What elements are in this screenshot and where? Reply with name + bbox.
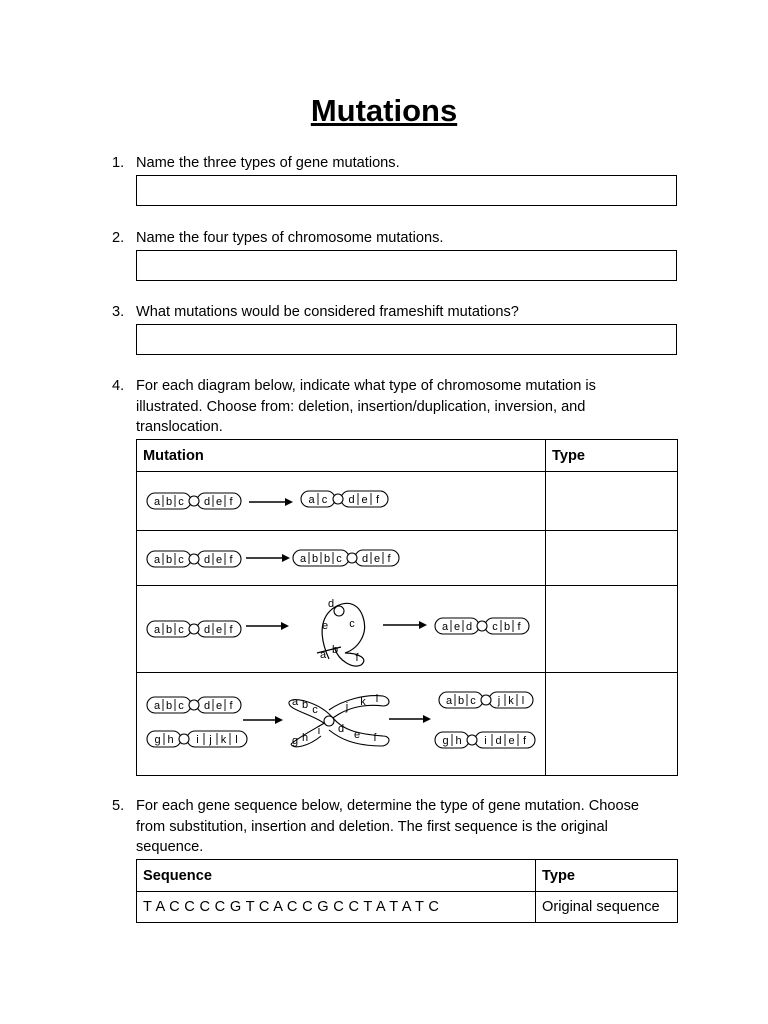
- gene-label: b: [165, 554, 173, 566]
- gene-label: k: [508, 695, 514, 707]
- gene-label: f: [375, 494, 380, 506]
- gene-label: f: [229, 554, 233, 566]
- gene-label: d: [348, 494, 355, 506]
- chromosome-after-top: [439, 692, 533, 708]
- gene-label: b: [165, 700, 173, 712]
- gene-label: c: [178, 554, 184, 566]
- gene-label: f: [229, 496, 233, 508]
- gene-label: h: [455, 735, 462, 747]
- page-title: Mutations: [310, 93, 458, 128]
- gene-label: c: [178, 700, 184, 712]
- gene-label: a: [319, 649, 327, 661]
- chromosome-after: [293, 550, 399, 566]
- gene-sequence-table: [136, 859, 678, 923]
- gene-label: e: [321, 620, 329, 632]
- gene-label: l: [521, 695, 525, 707]
- chromosome-after-bottom: [435, 732, 535, 748]
- header-seq-type: Type: [536, 860, 678, 892]
- chromosome-mutation-table: [136, 439, 678, 776]
- gene-label: h: [301, 732, 309, 744]
- question-5-number: 5.: [112, 798, 125, 814]
- gene-label: d: [203, 700, 211, 712]
- chromosome-before: [147, 621, 241, 637]
- duplication-diagram: [143, 533, 543, 583]
- diagram-cell-deletion: [137, 472, 546, 531]
- question-2-number: 2.: [112, 230, 125, 246]
- gene-label: d: [465, 621, 473, 633]
- gene-label: b: [503, 621, 511, 633]
- type-answer-1[interactable]: [546, 472, 678, 531]
- gene-label: j: [345, 701, 349, 713]
- gene-label: e: [508, 735, 515, 747]
- gene-label: c: [336, 553, 342, 565]
- gene-label: f: [387, 553, 391, 565]
- gene-label: a: [153, 624, 161, 636]
- gene-label: l: [375, 693, 379, 705]
- header-sequence: Sequence: [137, 860, 536, 892]
- gene-label: c: [312, 704, 318, 716]
- gene-label: b: [301, 699, 309, 711]
- gene-label: c: [178, 624, 184, 636]
- gene-label: e: [453, 621, 461, 633]
- gene-label: c: [321, 494, 328, 506]
- gene-label: b: [165, 496, 173, 508]
- inversion-loop: [317, 598, 365, 666]
- gene-label: e: [353, 729, 361, 741]
- gene-label: d: [361, 553, 369, 565]
- gene-label: h: [167, 734, 174, 746]
- gene-label: e: [361, 494, 368, 506]
- gene-label: d: [327, 598, 335, 610]
- gene-label: d: [495, 735, 502, 747]
- gene-label: b: [165, 624, 173, 636]
- diagram-cell-translocation: [137, 673, 546, 776]
- gene-label: c: [470, 695, 476, 707]
- gene-label: a: [445, 695, 453, 707]
- diagram-cell-inversion: [137, 586, 546, 673]
- gene-label: g: [154, 734, 161, 746]
- gene-label: i: [317, 725, 321, 737]
- gene-label: a: [153, 554, 161, 566]
- gene-label: g: [291, 735, 299, 747]
- gene-label: e: [215, 496, 223, 508]
- gene-label: b: [457, 695, 465, 707]
- arrow-icon: [246, 554, 290, 562]
- question-5-text: For each gene sequence below, determine the type of gene mutation. Choose from substitution, insertion and deletion. The first sequence is the original sequence.: [136, 798, 640, 855]
- gene-label: f: [229, 700, 233, 712]
- header-mutation: Mutation: [137, 440, 546, 472]
- gene-label: a: [308, 494, 315, 506]
- chromosome-after: [435, 618, 529, 634]
- sequence-cell: T A C C C C G T C A C C G C C T A T A T C: [137, 892, 536, 923]
- gene-label: f: [517, 621, 521, 633]
- answer-box-3[interactable]: [136, 324, 677, 355]
- type-answer-2[interactable]: [546, 531, 678, 586]
- gene-label: b: [331, 644, 339, 656]
- gene-label: c: [349, 618, 355, 630]
- gene-label: a: [153, 496, 161, 508]
- chromosome-before-top: [147, 697, 241, 713]
- deletion-diagram: [143, 476, 543, 526]
- question-4-number: 4.: [112, 378, 125, 394]
- gene-label: d: [203, 496, 211, 508]
- gene-label: d: [203, 554, 211, 566]
- gene-label: a: [291, 696, 299, 708]
- answer-box-1[interactable]: [136, 175, 677, 206]
- gene-label: f: [229, 624, 233, 636]
- sequence-type-cell: Original sequence: [536, 892, 678, 923]
- gene-label: a: [153, 700, 161, 712]
- gene-label: l: [235, 734, 238, 746]
- translocation-diagram: [143, 674, 543, 774]
- question-4-text: For each diagram below, indicate what type of chromosome mutation is illustrated. Choose from: deletion, insertion/duplication, inversion, and translocation.: [136, 378, 596, 435]
- gene-label: e: [215, 700, 223, 712]
- header-type: Type: [546, 440, 678, 472]
- gene-label: a: [441, 621, 449, 633]
- gene-label: g: [442, 735, 449, 747]
- crossover: [289, 693, 389, 747]
- type-answer-3[interactable]: [546, 586, 678, 673]
- gene-label: f: [355, 652, 359, 664]
- gene-label: e: [215, 624, 223, 636]
- gene-label: c: [492, 621, 498, 633]
- question-3-text: What mutations would be considered frameshift mutations?: [136, 304, 519, 320]
- arrow-icon: [249, 498, 293, 506]
- arrow-icon: [243, 716, 283, 724]
- answer-box-2[interactable]: [136, 250, 677, 281]
- gene-label: e: [373, 553, 381, 565]
- diagram-cell-duplication: [137, 531, 546, 586]
- inversion-diagram: [143, 587, 543, 671]
- question-1-text: Name the three types of gene mutations.: [136, 155, 400, 171]
- question-1-number: 1.: [112, 155, 125, 171]
- gene-label: c: [178, 496, 184, 508]
- question-3-number: 3.: [112, 304, 125, 320]
- gene-label: d: [203, 624, 211, 636]
- gene-label: e: [215, 554, 223, 566]
- chromosome-after: [301, 491, 388, 507]
- gene-label: i: [484, 735, 487, 747]
- gene-label: b: [323, 553, 331, 565]
- gene-label: j: [209, 734, 212, 746]
- arrow-icon: [246, 622, 289, 630]
- question-2-text: Name the four types of chromosome mutations.: [136, 230, 444, 246]
- gene-label: b: [311, 553, 319, 565]
- gene-label: i: [196, 734, 199, 746]
- chromosome-before: [147, 551, 241, 567]
- arrow-icon: [389, 715, 431, 723]
- gene-label: f: [522, 735, 527, 747]
- chromosome-before: [147, 493, 241, 509]
- gene-label: a: [299, 553, 307, 565]
- chromosome-before-bottom: [147, 731, 247, 747]
- gene-label: f: [373, 732, 377, 744]
- gene-label: j: [497, 695, 501, 707]
- type-answer-4[interactable]: [546, 673, 678, 776]
- gene-label: d: [337, 723, 345, 735]
- arrow-icon: [383, 621, 427, 629]
- gene-label: k: [360, 696, 366, 708]
- gene-label: k: [220, 734, 227, 746]
